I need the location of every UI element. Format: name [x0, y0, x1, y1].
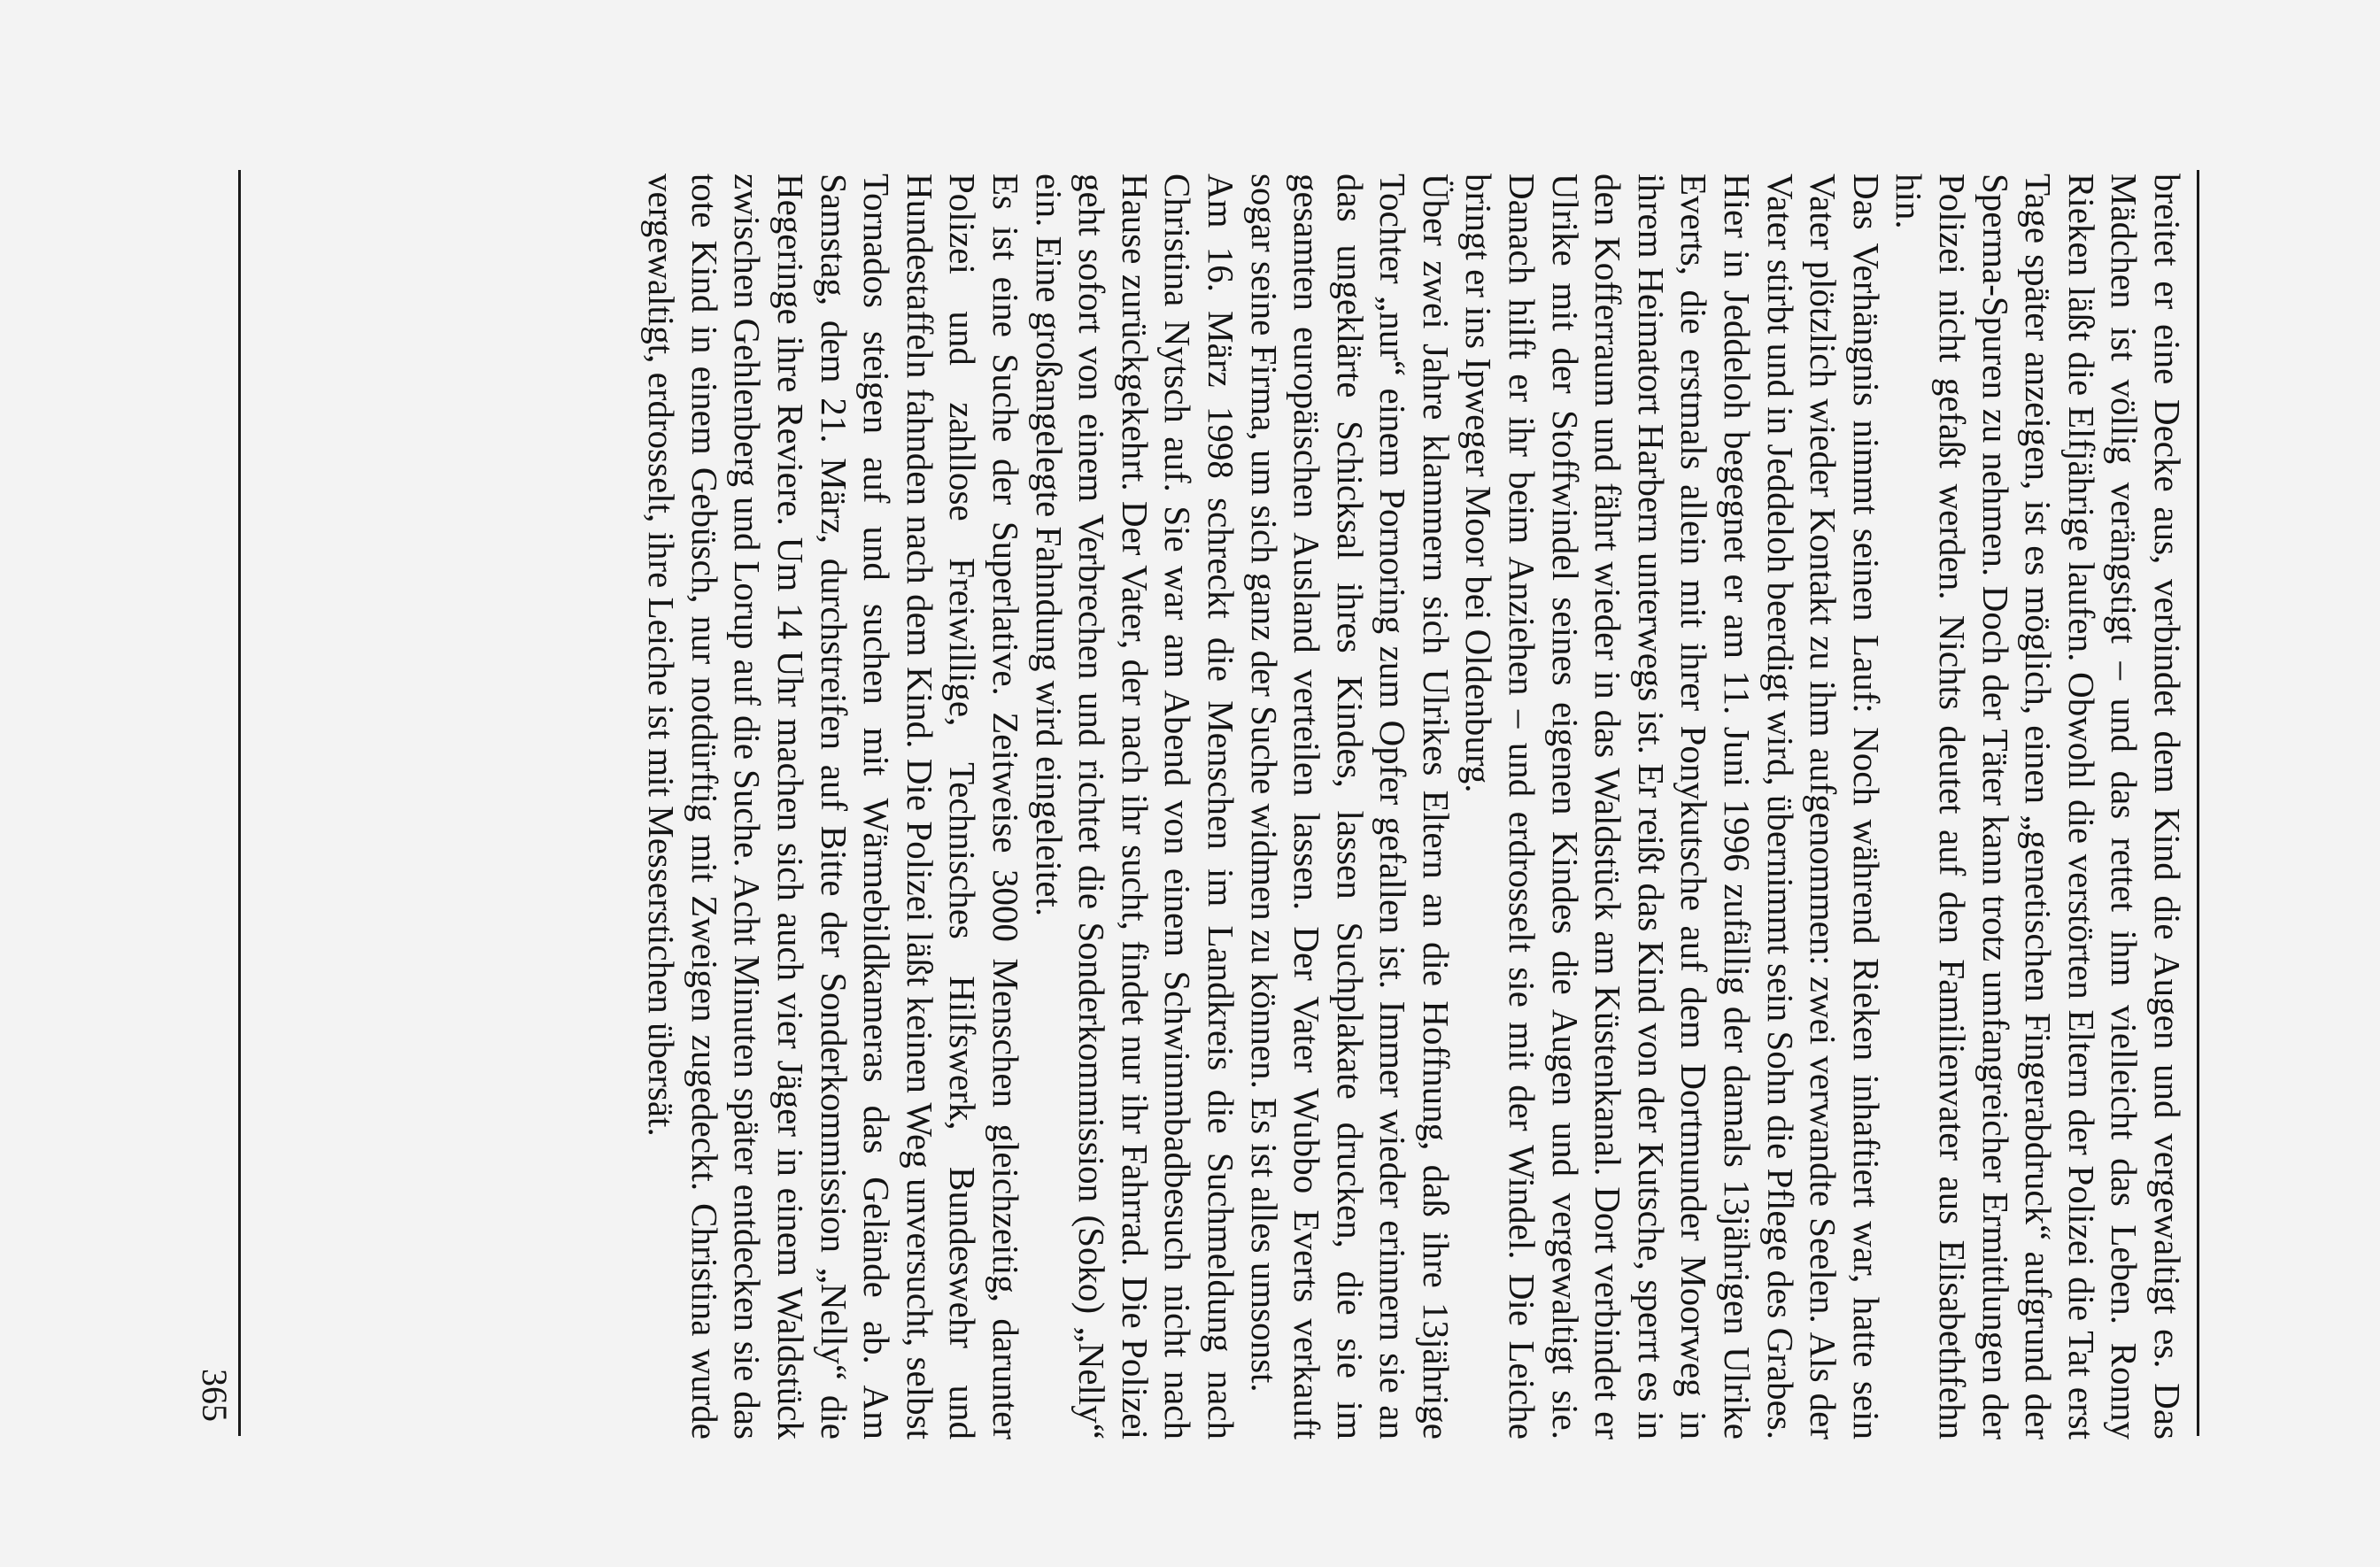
- body-text: [250, 174, 2189, 1440]
- paragraph-5: Es ist eine Suche der Superlative. Zeitweise 3000 Menschen gleichzeitig, darunter Polizei und zahllose Freiwillige, Technisches Hilfswerk, Bundeswehr und Hundestaffeln fahnden nach dem Kind. Die Polizei läßt keinen Weg unversucht, selbst Tornados steigen auf und suchen mit Wärmebildkameras das Gelände ab. Am Samstag, dem 21. März, durchstreifen auf Bitte der Sonderkommission „Nelly“ die Hegeringe ihre Reviere. Um 14 Uhr machen sich auch vier Jäger in einem Waldstück zwischen Gehlenberg und Lorup auf die Suche. Acht Minuten später entdecken sie das tote Kind in einem Gebüsch, nur notdürftig mit Zweigen zugedeckt. Christina wurde vergewaltigt, erdrosselt, ihre Leiche ist mit Messerstichen übersät.: [641, 174, 1026, 1440]
- page-number: 365: [195, 1369, 235, 1422]
- paragraph-1: breitet er eine Decke aus, verbindet dem Kind die Augen und vergewaltigt es. Das Mädchen ist völlig verängstigt – und das rettet ihm vielleicht das Leben. Ronny Rieken läßt die Elfjährige laufen. Obwohl die verstörten Eltern der Polizei die Tat erst Tage später anzeigen, ist es möglich, einen „genetischen Fingerabdruck“ aufgrund der Sperma-Spuren zu nehmen. Doch der Täter kann trotz umfangreicher Ermittlungen der Polizei nicht gefaßt werden. Nichts deutet auf den Familienvater aus Elisabethfehn hin.: [1889, 174, 2188, 1440]
- bottom-rule: [238, 170, 241, 1436]
- paragraph-3: Über zwei Jahre klammern sich Ulrikes Eltern an die Hoffnung, daß ihre 13jährige Tochter „nur“ einem Pornoring zum Opfer gefallen ist. Immer wieder erinnern sie an das ungeklärte Schicksal ihres Kindes, lassen Suchplakate drucken, die sie im gesamten europäischen Ausland verteilen lassen. Der Vater Wubbo Everts verkauft sogar seine Firma, um sich ganz der Suche widmen zu können. Es ist alles umsonst.: [1243, 174, 1457, 1440]
- paragraph-2: Das Verhängnis nimmt seinen Lauf: Noch während Rieken inhaftiert war, hatte sein Vater plötzlich wieder Kontakt zu ihm aufgenommen: zwei verwandte Seelen. Als der Vater stirbt und in Jeddeloh beerdigt wird, übernimmt sein Sohn die Pflege des Grabes. Hier in Jeddeloh begegnet er am 11. Juni 1996 zufällig der damals 13jährigen Ulrike Everts, die erstmals allein mit ihrer Ponykutsche auf dem Dortmunder Moorweg in ihrem Heimatort Harbern unterwegs ist. Er reißt das Kind von der Kutsche, sperrt es in den Kofferraum und fährt wieder in das Waldstück am Küstenkanal. Dort verbindet er Ulrike mit der Stoffwindel seines eigenen Kindes die Augen und vergewaltigt sie. Danach hilft er ihr beim Anziehen – und erdrosselt sie mit der Windel. Die Leiche bringt er ins Ipweger Moor bei Oldenburg.: [1458, 174, 1887, 1440]
- top-rule: [2197, 170, 2199, 1436]
- paragraph-4: Am 16. März 1998 schreckt die Menschen im Landkreis die Suchmeldung nach Christina Nytsch auf. Sie war am Abend von einem Schwimmbadbesuch nicht nach Hause zurückgekehrt. Der Vater, der nach ihr sucht, findet nur ihr Fahrrad. Die Polizei geht sofort von einem Verbrechen und richtet die Sonderkommission (Soko) „Nelly“ ein. Eine großangelegte Fahndung wird eingeleitet.: [1028, 174, 1241, 1440]
